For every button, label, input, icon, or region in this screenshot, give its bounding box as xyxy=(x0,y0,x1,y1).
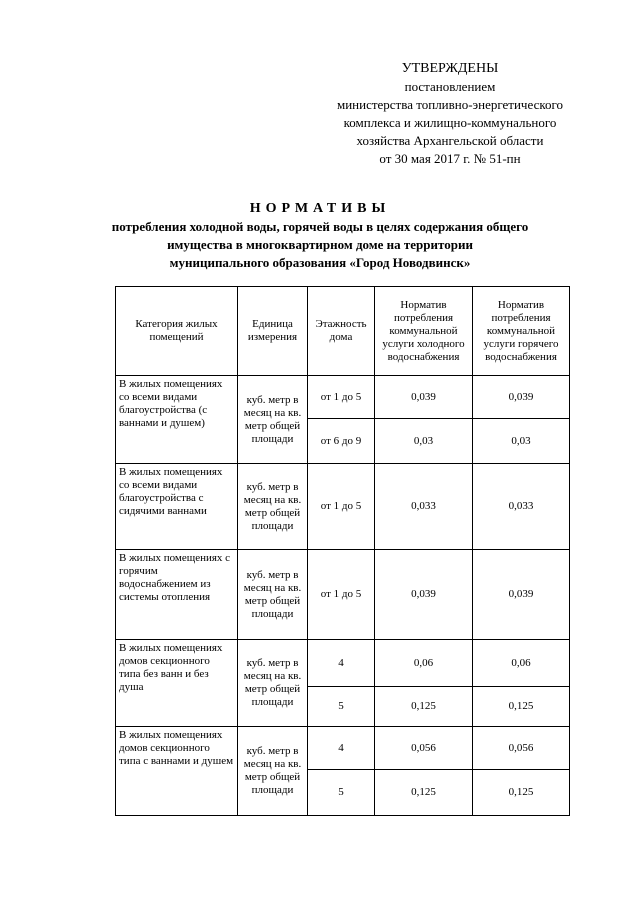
category-cell: В жилых помещениях домов секционного типа без ванн и без душа xyxy=(116,640,238,727)
table-row xyxy=(116,464,570,550)
norms-table xyxy=(115,286,570,816)
cold-water-cell: 0,039 xyxy=(375,550,473,640)
unit-cell: куб. метр в месяц на кв. метр общей площади xyxy=(238,727,308,816)
title-line: потребления холодной воды, горячей воды в целях содержания общего xyxy=(111,219,529,234)
cold-water-cell: 0,125 xyxy=(375,687,473,727)
floors-cell: от 6 до 9 xyxy=(308,419,375,464)
cold-water-cell: 0,039 xyxy=(375,376,473,419)
hot-water-cell: 0,06 xyxy=(473,640,570,687)
hot-water-cell: 0,125 xyxy=(473,770,570,816)
header-cold-water: Норматив потребления коммунальной услуги холодного водоснабжения xyxy=(375,287,473,376)
document-title xyxy=(80,200,560,272)
unit-cell: куб. метр в месяц на кв. метр общей площади xyxy=(238,550,308,640)
cold-water-cell: 0,033 xyxy=(375,464,473,550)
table-row xyxy=(116,376,570,419)
floors-cell: от 1 до 5 xyxy=(308,550,375,640)
header-hot-water: Норматив потребления коммунальной услуги горячего водоснабжения xyxy=(473,287,570,376)
header-category: Категория жилых помещений xyxy=(116,287,238,376)
approval-line: министерства топливно-энергетического xyxy=(336,97,564,112)
title-main: НОРМАТИВЫ xyxy=(249,201,391,216)
category-cell: В жилых помещениях со всеми видами благоустройства с сидячими ваннами xyxy=(116,464,238,550)
hot-water-cell: 0,039 xyxy=(473,376,570,419)
floors-cell: 4 xyxy=(308,727,375,770)
hot-water-cell: 0,056 xyxy=(473,727,570,770)
approval-line: комплекса и жилищно-коммунального xyxy=(343,115,557,130)
table-row xyxy=(116,550,570,640)
approval-line: постановлением xyxy=(404,79,496,94)
approval-heading: УТВЕРЖДЕНЫ xyxy=(401,61,499,76)
category-cell: В жилых помещениях с горячим водоснабжением из системы отопления xyxy=(116,550,238,640)
cold-water-cell: 0,125 xyxy=(375,770,473,816)
hot-water-cell: 0,03 xyxy=(473,419,570,464)
floors-cell: от 1 до 5 xyxy=(308,376,375,419)
hot-water-cell: 0,039 xyxy=(473,550,570,640)
category-cell: В жилых помещениях домов секционного типа с ваннами и душем xyxy=(116,727,238,816)
unit-cell: куб. метр в месяц на кв. метр общей площади xyxy=(238,464,308,550)
title-line: имущества в многоквартирном доме на территории xyxy=(167,237,473,252)
header-floors: Этажность дома xyxy=(308,287,375,376)
floors-cell: 5 xyxy=(308,687,375,727)
table-row xyxy=(116,640,570,687)
header-unit: Единица измерения xyxy=(238,287,308,376)
floors-cell: 5 xyxy=(308,770,375,816)
approval-line: хозяйства Архангельской области xyxy=(356,133,544,148)
floors-cell: 4 xyxy=(308,640,375,687)
cold-water-cell: 0,03 xyxy=(375,419,473,464)
table-row xyxy=(116,727,570,770)
hot-water-cell: 0,125 xyxy=(473,687,570,727)
hot-water-cell: 0,033 xyxy=(473,464,570,550)
approval-date-line: от 30 мая 2017 г. № 51-пн xyxy=(379,151,521,166)
cold-water-cell: 0,056 xyxy=(375,727,473,770)
unit-cell: куб. метр в месяц на кв. метр общей площади xyxy=(238,640,308,727)
category-cell: В жилых помещениях со всеми видами благоустройства (с ваннами и душем) xyxy=(116,376,238,464)
approval-block xyxy=(300,60,600,168)
title-line: муниципального образования «Город Новодвинск» xyxy=(169,255,471,270)
unit-cell: куб. метр в месяц на кв. метр общей площади xyxy=(238,376,308,464)
floors-cell: от 1 до 5 xyxy=(308,464,375,550)
table-header-row xyxy=(116,287,570,376)
cold-water-cell: 0,06 xyxy=(375,640,473,687)
